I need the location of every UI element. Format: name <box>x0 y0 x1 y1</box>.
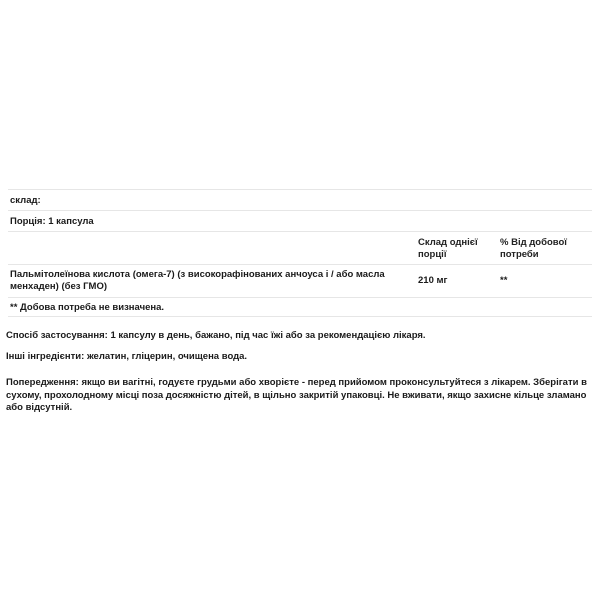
daily-value-note: ** Добова потреба не визначена. <box>10 301 165 313</box>
warning-text: Попередження: якщо ви вагітні, годуєте грудьми або хворієте - перед прийомом проконсультуйтеся з лікарем. Зберігати в сухому, прохолодному місці поза досяжністю дітей, в щільно закритій упаковці. Не вживати, якщо захисне кільце зламано або відсутній. <box>6 377 587 413</box>
facts-header-row <box>8 231 592 264</box>
usage-instructions: Спосіб застосування: 1 капсулу в день, бажано, під час їжі або за рекомендацією лікаря. <box>6 330 426 341</box>
ingredient-daily-value: ** <box>500 275 508 286</box>
daily-value-note-row <box>8 297 592 317</box>
header-amount: Склад однієї порції <box>418 237 478 260</box>
table-row <box>8 264 592 297</box>
ingredient-amount: 210 мг <box>418 275 448 286</box>
serving-size: Порція: 1 капсула <box>10 215 94 227</box>
supplement-facts-table <box>8 189 592 317</box>
serving-size-row <box>8 210 592 231</box>
header-daily-value: % Від добової потреби <box>500 237 567 260</box>
facts-title: склад: <box>10 194 41 206</box>
ingredient-name: Пальмітолеїнова кислота (омега-7) (з високорафінованих анчоуса і / або масла менхаден) (без ГМО) <box>10 269 385 292</box>
other-ingredients: Інші інгредієнти: желатин, гліцерин, очищена вода. <box>6 351 248 362</box>
facts-title-row <box>8 189 592 210</box>
